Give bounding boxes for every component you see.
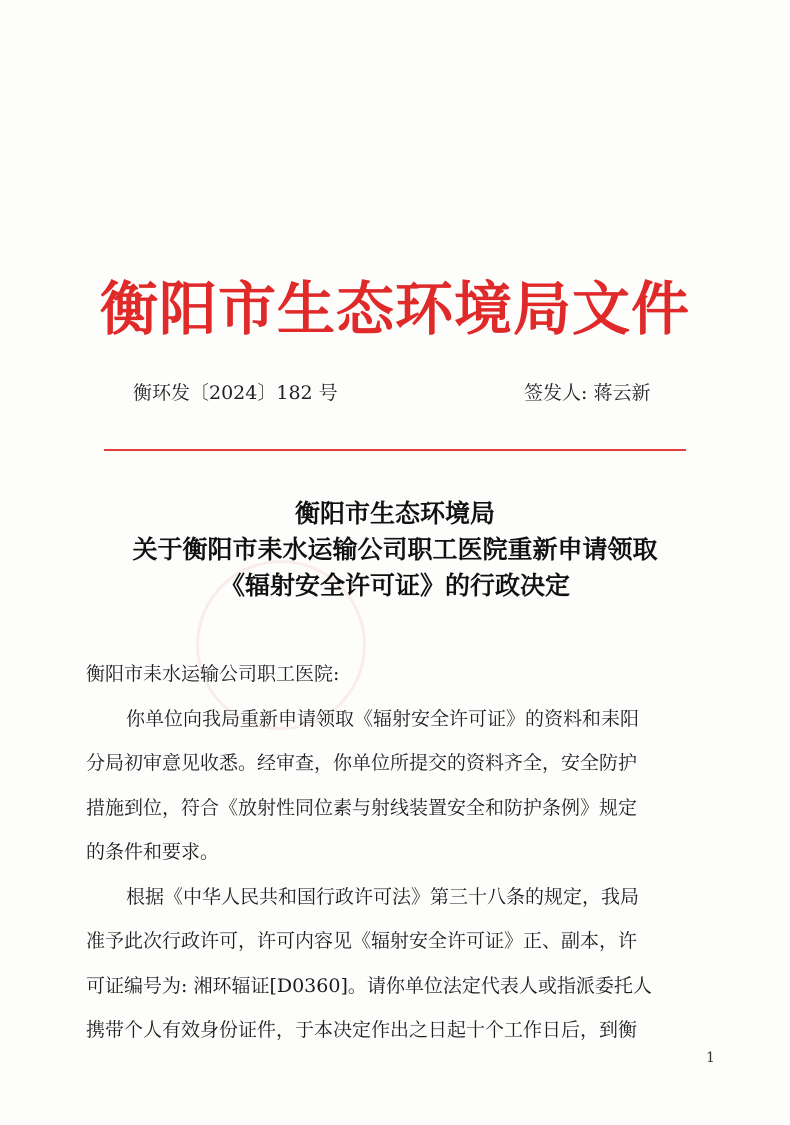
paragraph-line: 分局初审意见收悉。经审查，你单位所提交的资料齐全，安全防护 [86, 752, 638, 774]
subject-line-3: 《辐射安全许可证》的行政决定 [219, 571, 570, 600]
subject-line-2: 关于衡阳市耒水运输公司职工医院重新申请领取 [132, 535, 658, 564]
paragraph-line: 准予此次行政许可，许可内容见《辐射安全许可证》正、副本，许 [86, 930, 638, 952]
red-divider-line [104, 449, 686, 451]
page-number: 1 [706, 1050, 715, 1066]
addressee-line: 衡阳市耒水运输公司职工医院: [86, 663, 340, 685]
issuer-signature: 签发人: 蒋云新 [524, 382, 651, 404]
paragraph-line: 根据《中华人民共和国行政许可法》第三十八条的规定，我局 [126, 885, 640, 908]
paragraph-line: 可证编号为: 湘环辐证[D0360]。请你单位法定代表人或指派委托人 [86, 974, 652, 997]
document-body [86, 652, 716, 1053]
paragraph-line: 携带个人有效身份证件，于本决定作出之日起十个工作日后，到衡 [86, 1019, 638, 1041]
paragraph-line: 措施到位，符合《放射性同位素与射线装置安全和防护条例》规定 [86, 796, 638, 819]
document-subject [0, 496, 790, 604]
paragraph-line: 你单位向我局重新申请领取《辐射安全许可证》的资料和耒阳 [126, 707, 640, 730]
document-number: 衡环发〔2024〕182 号 [133, 382, 338, 404]
document-header-title: 衡阳市生态环境局文件 [99, 275, 690, 343]
subject-line-1: 衡阳市生态环境局 [294, 499, 495, 528]
paragraph-line: 的条件和要求。 [86, 841, 220, 863]
